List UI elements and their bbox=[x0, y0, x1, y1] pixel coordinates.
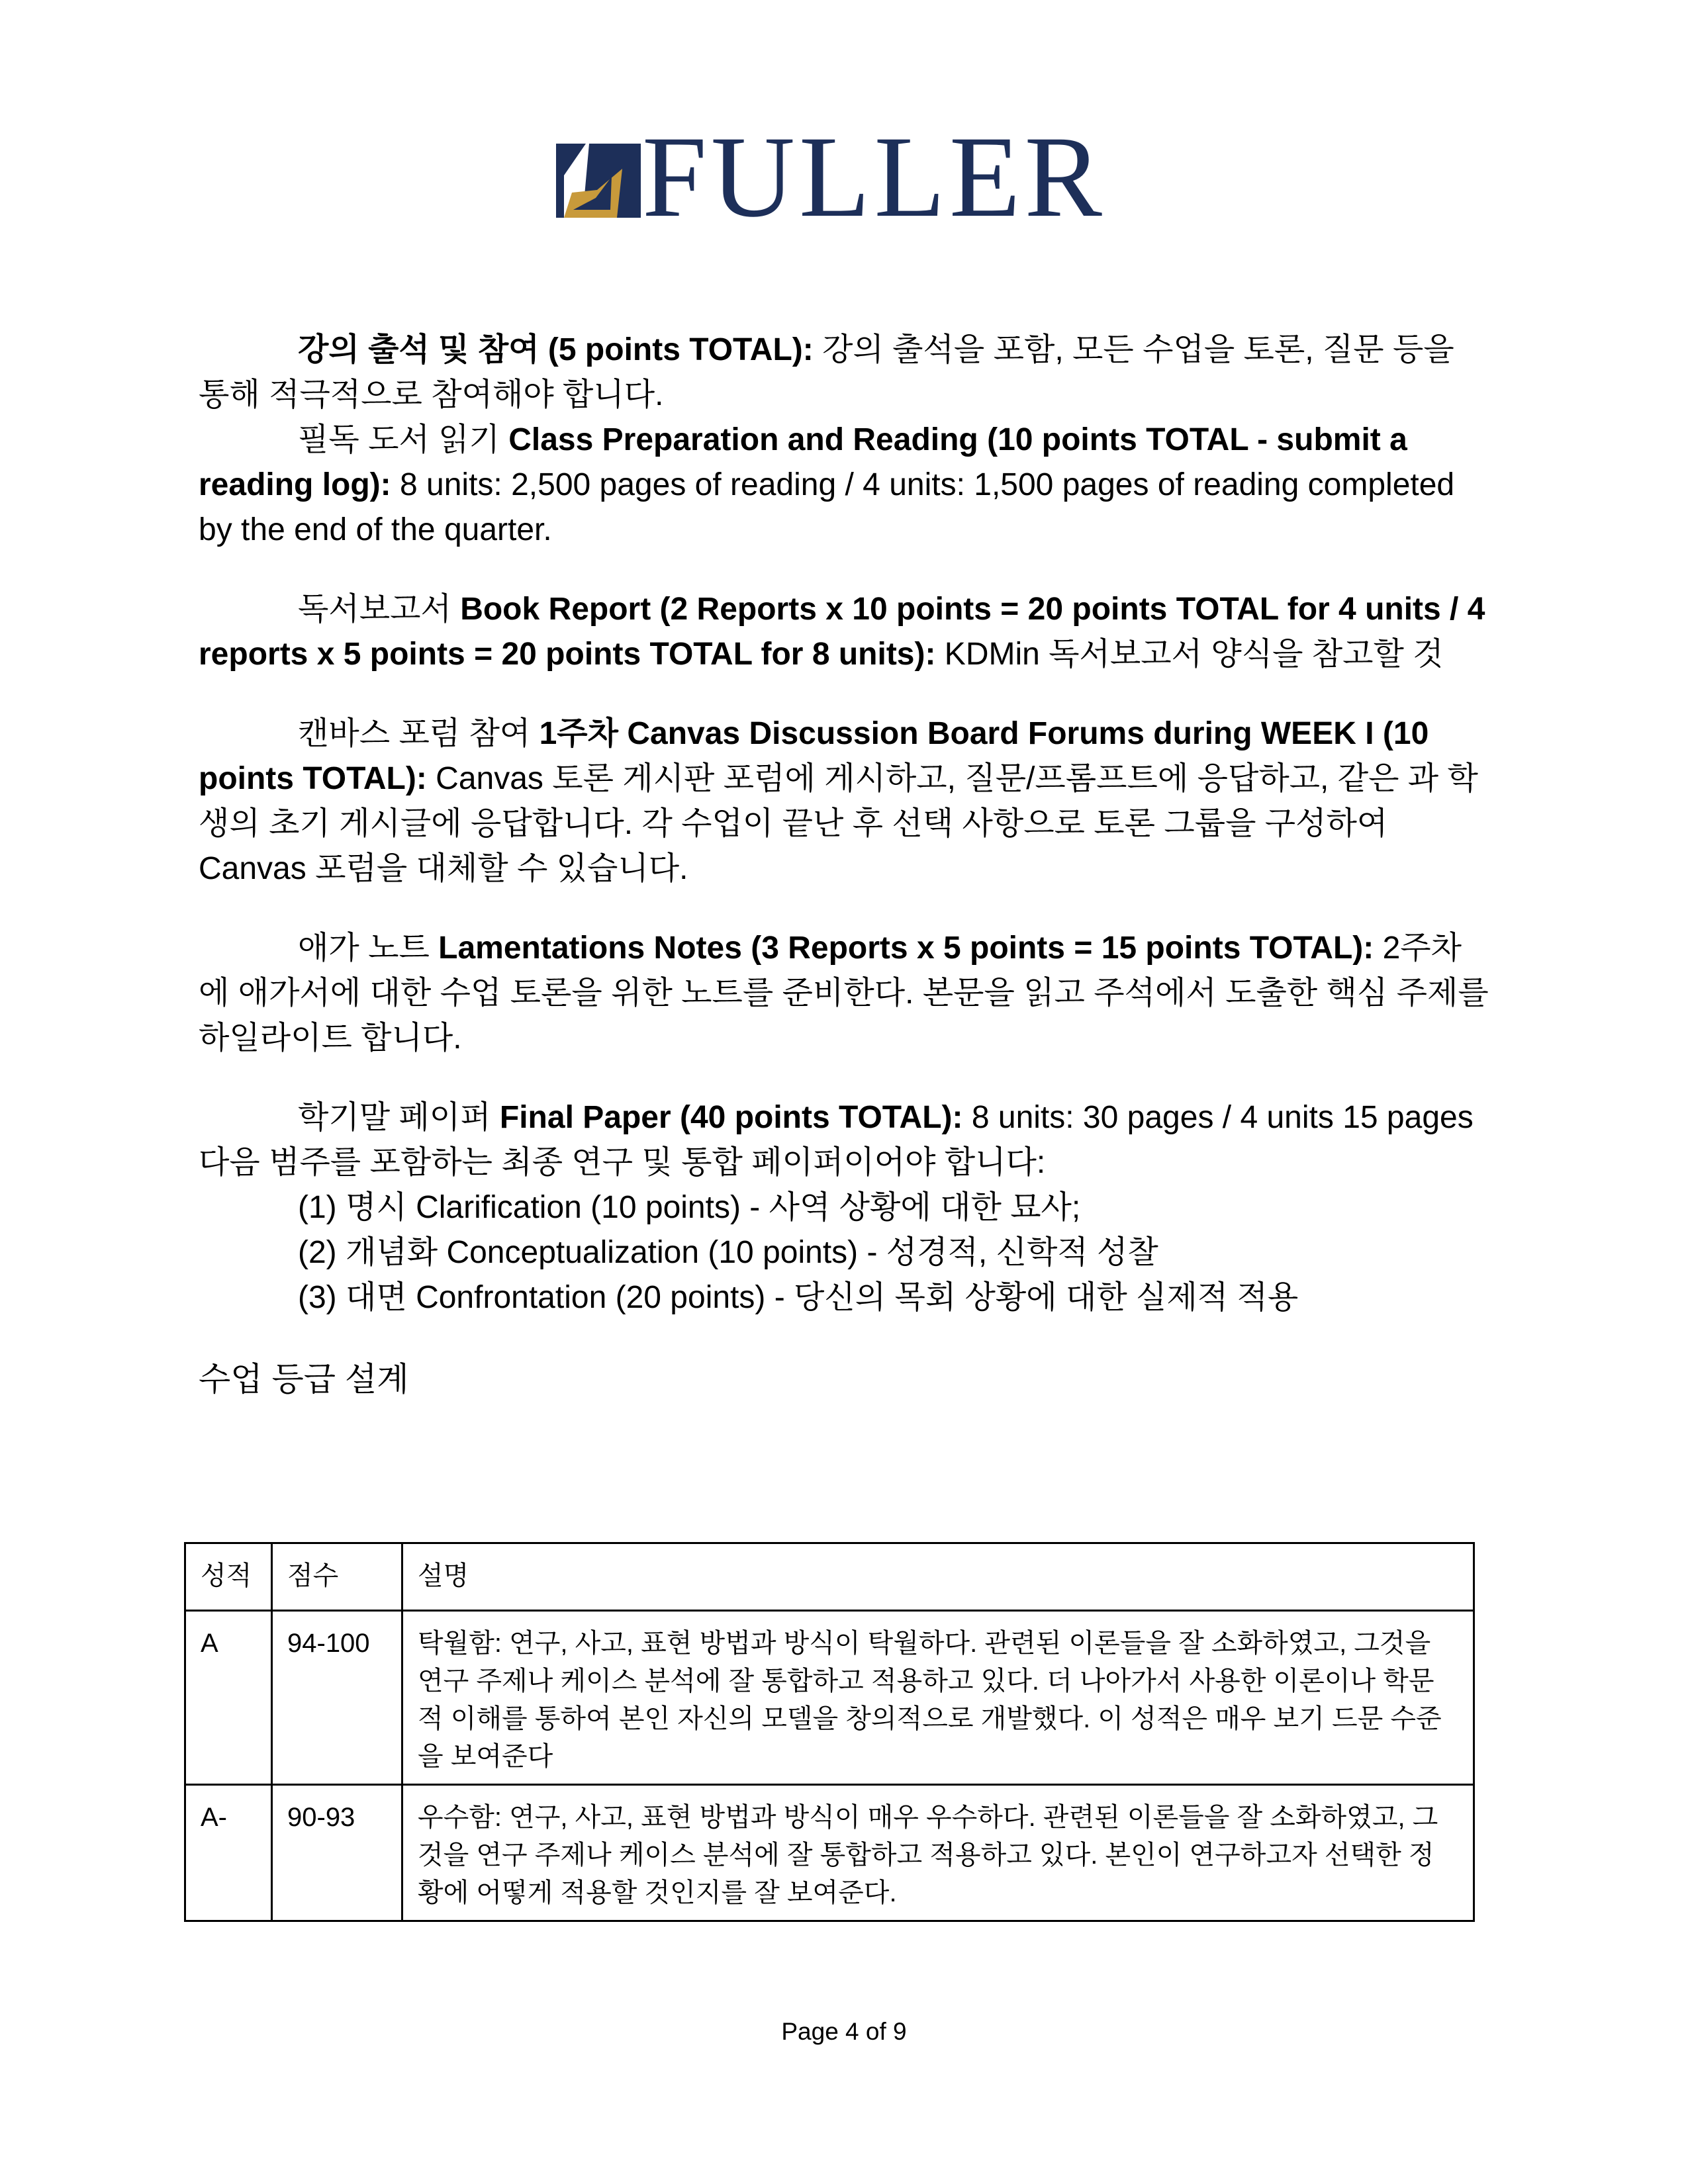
lamentations-title-ko: 애가 노트 bbox=[298, 931, 439, 966]
forums-title-ko: 캔바스 포럼 참여 bbox=[298, 716, 539, 751]
reading-title-ko: 필독 도서 읽기 bbox=[298, 422, 509, 457]
book-report-title-ko: 독서보고서 bbox=[298, 592, 461, 627]
logo-wordmark: FULLER bbox=[642, 113, 1106, 242]
column-header-description: 설명 bbox=[402, 1543, 1474, 1611]
grade-cell: A- bbox=[185, 1785, 272, 1921]
book-report-text: KDMin 독서보고서 양식을 참고할 것 bbox=[935, 637, 1444, 672]
book-report-title: Book Report (2 Reports x 10 points = 20 points TOTAL for 4 units / 4 reports x 5 points = 20 points TOTAL for 8 units): bbox=[199, 592, 1485, 672]
lamentations-paragraph bbox=[199, 926, 1489, 1061]
assignments-section bbox=[199, 328, 1489, 1402]
final-paper-item: (1) 명시 Clarification (10 points) - 사역 상황에 대한 묘사; bbox=[298, 1190, 1081, 1225]
description-cell: 우수함: 연구, 사고, 표현 방법과 방식이 매우 우수하다. 관련된 이론들을 잘 소화하였고, 그것을 연구 주제나 케이스 분석에 잘 통합하고 적용하고 있다. 본인이 연구하고자 선택한 정황에 어떻게 적용할 것인지를 잘 보여준다. bbox=[402, 1785, 1474, 1921]
page-number: Page 4 of 9 bbox=[781, 2018, 907, 2045]
final-paper-paragraph bbox=[199, 1095, 1489, 1140]
score-cell: 94-100 bbox=[272, 1611, 402, 1785]
column-header-grade: 성적 bbox=[185, 1543, 272, 1611]
column-header-score: 점수 bbox=[272, 1543, 402, 1611]
grade-cell: A bbox=[185, 1611, 272, 1785]
reading-text: 8 units: 2,500 pages of reading / 4 units: 1,500 pages of reading completed by the end of the quarter. bbox=[199, 467, 1455, 547]
score-cell: 90-93 bbox=[272, 1785, 402, 1921]
reading-paragraph bbox=[199, 418, 1489, 553]
final-paper-item: (3) 대면 Confrontation (20 points) - 당신의 목회 상황에 대한 실제적 적용 bbox=[298, 1280, 1299, 1315]
forums-title: 1주차 Canvas Discussion Board Forums during WEEK I (10 points TOTAL): bbox=[199, 716, 1429, 796]
grade-table bbox=[184, 1542, 1475, 1922]
attendance-text: 강의 출석을 포함, 모든 수업을 토론, 질문 등을 통해 적극적으로 참여해야 합니다. bbox=[199, 332, 1454, 412]
description-cell: 탁월함: 연구, 사고, 표현 방법과 방식이 탁월하다. 관련된 이론들을 잘 소화하였고, 그것을 연구 주제나 케이스 분석에 잘 통합하고 적용하고 있다. 더 나아가서 사용한 이론이나 학문적 이해를 통하여 본인 자신의 모델을 창의적으로 개발했다. 이 성적은 매우 보기 드문 수준을 보여준다 bbox=[402, 1611, 1474, 1785]
final-paper-intro: 다음 범주를 포함하는 최종 연구 및 통합 페이퍼이어야 합니다: bbox=[199, 1145, 1046, 1180]
grade-design-heading: 수업 등급 설계 bbox=[199, 1361, 409, 1398]
final-paper-item: (2) 개념화 Conceptualization (10 points) - 성경적, 신학적 성찰 bbox=[298, 1235, 1158, 1270]
table-header-row bbox=[185, 1543, 1474, 1611]
book-icon bbox=[556, 136, 642, 225]
final-paper-text: 8 units: 30 pages / 4 units 15 pages bbox=[962, 1100, 1474, 1135]
book-report-paragraph bbox=[199, 587, 1489, 677]
reading-title: Class Preparation and Reading (10 points TOTAL - submit a reading log): bbox=[199, 422, 1407, 502]
lamentations-text: 2주차에 애가서에 대한 수업 토론을 위한 노트를 준비한다. 본문을 읽고 주석에서 도출한 핵심 주제를 하일라이트 합니다. bbox=[199, 931, 1489, 1056]
forums-paragraph bbox=[199, 711, 1489, 891]
final-paper-title-ko: 학기말 페이퍼 bbox=[298, 1100, 500, 1135]
attendance-paragraph bbox=[199, 328, 1489, 418]
forums-text: Canvas 토론 게시판 포럼에 게시하고, 질문/프롬프트에 응답하고, 같은 과 학생의 초기 게시글에 응답합니다. 각 수업이 끝난 후 선택 사항으로 토론 그룹을 구성하여 Canvas 포럼을 대체할 수 있습니다. bbox=[199, 761, 1478, 886]
lamentations-title: Lamentations Notes (3 Reports x 5 points = 15 points TOTAL): bbox=[438, 931, 1374, 966]
table-row bbox=[185, 1611, 1474, 1785]
fuller-logo bbox=[556, 113, 1132, 242]
table-row bbox=[185, 1785, 1474, 1921]
final-paper-title: Final Paper (40 points TOTAL): bbox=[499, 1100, 963, 1135]
attendance-title: 강의 출석 및 참여 (5 points TOTAL): bbox=[298, 332, 814, 367]
